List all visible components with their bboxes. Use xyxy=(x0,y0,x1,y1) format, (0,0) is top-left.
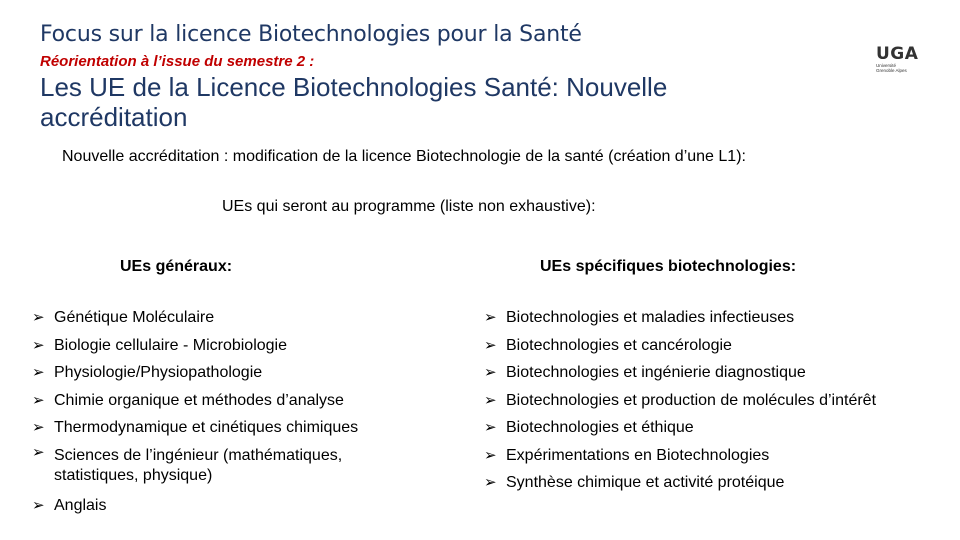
list-intro-text: UEs qui seront au programme (liste non exhaustive): xyxy=(222,198,596,215)
uga-logo xyxy=(876,46,926,78)
list-item-label: Biotechnologies et maladies infectieuses xyxy=(506,309,795,326)
list-item xyxy=(484,414,954,442)
arrow-bullet-icon: ➢ xyxy=(32,308,45,326)
arrow-bullet-icon: ➢ xyxy=(484,335,497,354)
list-item-label: Biologie cellulaire - Microbiologie xyxy=(54,336,287,354)
arrow-bullet-icon: ➢ xyxy=(484,418,497,436)
arrow-bullet-icon: ➢ xyxy=(32,363,45,381)
section-subtitle: Réorientation à l’issue du semestre 2 : xyxy=(40,53,315,70)
list-item xyxy=(32,387,412,415)
arrow-bullet-icon: ➢ xyxy=(484,473,497,491)
list-item xyxy=(484,359,954,387)
list-item xyxy=(484,387,954,415)
arrow-bullet-icon: ➢ xyxy=(484,308,497,326)
list-item-label: Physiologie/Physiopathologie xyxy=(54,364,263,381)
list-item-label: Expérimentations en Biotechnologies xyxy=(506,446,770,464)
list-item-label: Anglais xyxy=(54,496,107,514)
arrow-bullet-icon: ➢ xyxy=(484,445,497,464)
specific-ue-list xyxy=(484,304,954,497)
logo-line-2: Grenoble Alpes xyxy=(876,68,907,73)
list-item-label: Biotechnologies et ingénierie diagnostique xyxy=(506,364,806,381)
general-ue-heading: UEs généraux: xyxy=(120,258,233,275)
list-item xyxy=(32,304,412,332)
list-item-label: Génétique Moléculaire xyxy=(54,309,215,326)
list-item-label: Synthèse chimique et activité protéique xyxy=(506,474,785,491)
list-item xyxy=(32,492,412,520)
logo-mark: UGA xyxy=(876,44,919,64)
list-item xyxy=(32,332,412,360)
list-item-label: Biotechnologies et production de molécules d’intérêt xyxy=(506,391,877,409)
list-item-label: Chimie organique et méthodes d’analyse xyxy=(54,391,344,409)
arrow-bullet-icon: ➢ xyxy=(32,418,45,436)
list-item-label: Thermodynamique et cinétiques chimiques xyxy=(54,419,359,436)
list-item xyxy=(32,442,412,492)
list-item xyxy=(484,332,954,360)
arrow-bullet-icon: ➢ xyxy=(32,495,45,514)
logo-line-1: Université xyxy=(876,63,897,68)
list-item-label: Biotechnologies et éthique xyxy=(506,419,694,436)
list-item-label: Sciences de l’ingénieur (mathématiques, statistiques, physique) xyxy=(54,446,343,484)
intro-text: Nouvelle accréditation : modification de la licence Biotechnologie de la santé (création d’une L1): xyxy=(62,148,746,165)
list-item-label: Biotechnologies et cancérologie xyxy=(506,336,732,354)
top-title: Focus sur la licence Biotechnologies pour la Santé xyxy=(40,22,582,47)
list-item xyxy=(32,359,412,387)
arrow-bullet-icon: ➢ xyxy=(484,363,497,381)
arrow-bullet-icon: ➢ xyxy=(32,335,45,354)
list-item xyxy=(484,304,954,332)
arrow-bullet-icon: ➢ xyxy=(32,442,45,461)
general-ue-list xyxy=(32,304,412,519)
list-item xyxy=(484,442,954,470)
arrow-bullet-icon: ➢ xyxy=(484,390,497,409)
arrow-bullet-icon: ➢ xyxy=(32,390,45,409)
page-title: Les UE de la Licence Biotechnologies Santé: Nouvelle accréditation xyxy=(40,72,668,132)
list-item xyxy=(484,469,954,497)
list-item xyxy=(32,414,412,442)
specific-ue-heading: UEs spécifiques biotechnologies: xyxy=(540,258,797,275)
